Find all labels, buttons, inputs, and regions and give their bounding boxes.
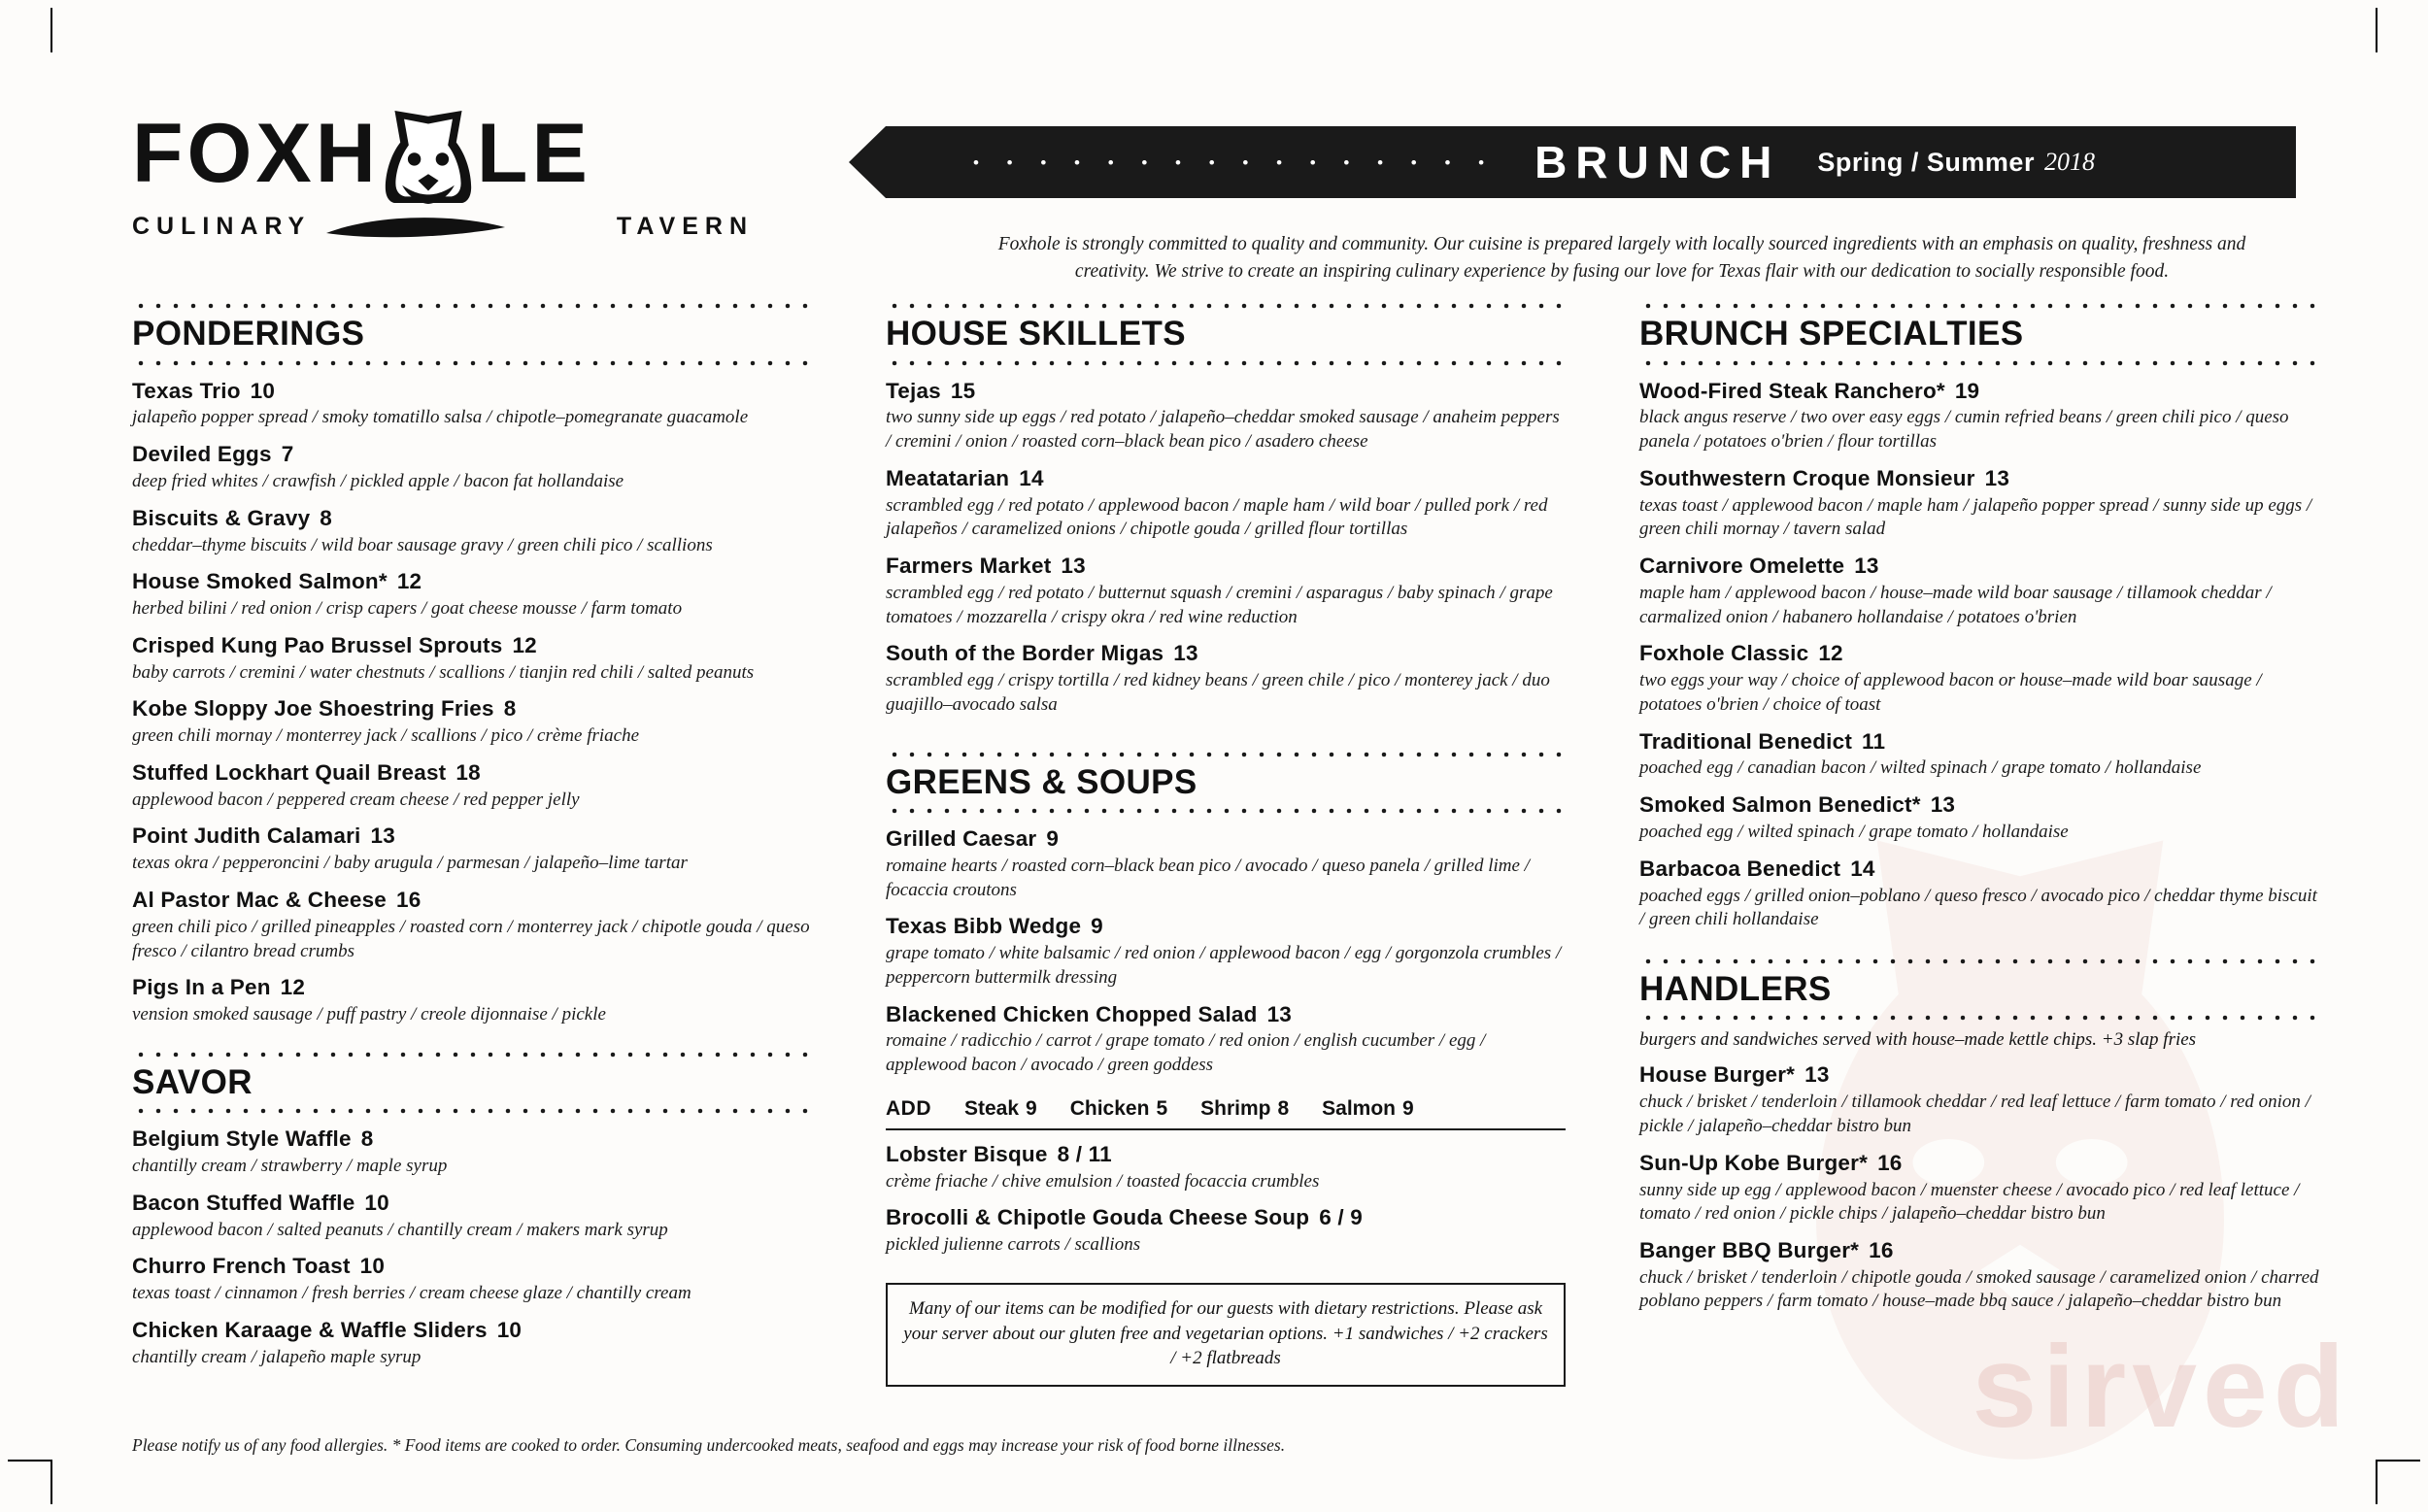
divider-dots [886, 751, 1566, 758]
menu-item-name [886, 466, 1566, 491]
menu-item-desc: two eggs your way / choice of applewood bacon or house–made wild boar sausage / potatoes o'brien / choice of toast [1639, 670, 2262, 715]
item-price: 16 [1869, 1237, 1894, 1262]
crop-mark [2376, 1460, 2420, 1462]
divider-dots [132, 359, 812, 367]
divider-dots [886, 807, 1566, 815]
section-title-ponderings: PONDERINGS [132, 315, 365, 353]
item-price: 12 [396, 569, 422, 594]
item-label: Blackened Chicken Chopped Salad [886, 1001, 1258, 1026]
menu-item [886, 914, 1566, 990]
menu-item-desc: baby carrots / cremini / water chestnuts / scallions / tianjin red chili / salted peanuts [132, 661, 755, 683]
brand-tagline-right: TAVERN [616, 212, 754, 240]
menu-item [132, 823, 812, 876]
menu-item-desc: romaine hearts / roasted corn–black bean pico / avocado / queso panela / grilled lime / focaccia croutons [886, 855, 1530, 900]
item-price: 8 [320, 505, 332, 530]
item-label: Farmers Market [886, 554, 1052, 578]
item-price: 16 [1877, 1150, 1903, 1175]
menu-item [1639, 729, 2319, 782]
menu-item [886, 466, 1566, 542]
item-label: House Burger* [1639, 1062, 1796, 1088]
menu-item-name [1639, 466, 2319, 491]
menu-item-desc: vension smoked sausage / puff pastry / creole dijonnaise / pickle [132, 1004, 606, 1025]
item-label: Carnivore Omelette [1639, 554, 1845, 578]
menu-item-name [132, 379, 812, 404]
add-option-shrimp[interactable]: Shrimp 8 [1200, 1096, 1290, 1120]
menu-item-desc: green chili mornay / monterrey jack / scallions / pico / crème friache [132, 725, 640, 747]
item-label: House Smoked Salmon* [132, 569, 388, 594]
menu-item-name [132, 633, 812, 658]
fox-head-icon [382, 111, 475, 204]
menu-item-desc: poached egg / canadian bacon / wilted spinach / grape tomato / hollandaise [1639, 757, 2202, 779]
crop-mark [8, 1460, 52, 1462]
handlers-note: burgers and sandwiches served with house–made kettle chips. +3 slap fries [1639, 1029, 2197, 1051]
item-price: 18 [455, 759, 481, 785]
item-label: Point Judith Calamari [132, 823, 361, 849]
menu-item-desc: chantilly cream / strawberry / maple syrup [132, 1156, 448, 1177]
item-price: 8 [503, 696, 517, 722]
item-price: 13 [1854, 554, 1879, 578]
menu-item-desc: deep fried whites / crawfish / pickled apple / bacon fat hollandaise [132, 470, 624, 491]
menu-item-name [886, 1205, 1566, 1230]
menu-item-name [886, 914, 1566, 939]
brunch-banner [886, 126, 2296, 198]
menu-item-name [886, 641, 1566, 666]
item-price: 8 [360, 1126, 374, 1152]
item-label: Pigs In a Pen [132, 975, 271, 1000]
divider-dots [1639, 302, 2319, 310]
menu-item [886, 1205, 1566, 1258]
menu-item [886, 826, 1566, 902]
menu-item [886, 1002, 1566, 1078]
crop-mark [51, 1460, 52, 1504]
watermark-label: sirved [1972, 1322, 2350, 1452]
menu-item-name [132, 1318, 812, 1343]
item-label: Crisped Kung Pao Brussel Sprouts [132, 632, 503, 657]
item-price: 13 [1173, 641, 1198, 666]
divider-dots [132, 302, 812, 310]
feather-icon [319, 212, 609, 241]
section-title-greens-soups: GREENS & SOUPS [886, 762, 1197, 801]
menu-item-name [886, 1142, 1566, 1167]
section-title-brunch-specialties: BRUNCH SPECIALTIES [1639, 315, 2024, 353]
banner-title: BRUNCH [1534, 137, 1781, 187]
add-label: ADD [886, 1096, 931, 1120]
menu-item [132, 506, 812, 558]
item-label: Brocolli & Chipotle Gouda Cheese Soup [886, 1205, 1310, 1230]
menu-item-name [132, 569, 812, 594]
menu-item-desc: green chili pico / grilled pineapples / roasted corn / monterrey jack / chipotle gouda / queso fresco / cilantro bread crumbs [132, 916, 810, 961]
menu-item-desc: scrambled egg / crispy tortilla / red kidney beans / green chile / pico / monterey jack / duo guajillo–avocado salsa [886, 670, 1550, 715]
item-label: Smoked Salmon Benedict* [1639, 792, 1921, 818]
brand-name-pre: FOXH [132, 107, 380, 200]
item-price: 19 [1954, 378, 1980, 403]
menu-item-desc: cheddar–thyme biscuits / wild boar sausage gravy / green chili pico / scallions [132, 534, 713, 555]
menu-item-desc: poached eggs / grilled onion–poblano / queso fresco / avocado pico / cheddar thyme biscuit / green chili hollandaise [1639, 885, 2317, 930]
menu-item-name [1639, 1062, 2319, 1088]
item-label: Foxhole Classic [1639, 641, 1809, 666]
menu-item-name [886, 1002, 1566, 1027]
item-price: 14 [1850, 856, 1875, 881]
menu-item [1639, 641, 2319, 717]
menu-item [132, 975, 812, 1027]
crop-mark [51, 8, 52, 52]
item-label: Texas Trio [132, 378, 241, 403]
menu-item [132, 1126, 812, 1179]
menu-item-name [132, 442, 812, 467]
divider-dots [886, 359, 1566, 367]
menu-item-desc: jalapeño popper spread / smoky tomatillo salsa / chipotle–pomegranate guacamole [132, 407, 749, 428]
menu-item-desc: grape tomato / white balsamic / red onion / applewood bacon / egg / gorgonzola crumbles / peppercorn buttermilk dressing [886, 943, 1562, 988]
menu-item [132, 760, 812, 813]
menu-item [132, 1254, 812, 1306]
add-option-chicken[interactable]: Chicken 5 [1069, 1096, 1168, 1120]
menu-item-name [132, 506, 812, 531]
brand-tagline-left: CULINARY [132, 212, 312, 240]
item-label: Tejas [886, 378, 941, 403]
menu-item-name [1639, 729, 2319, 755]
menu-item-desc: texas toast / applewood bacon / maple ham / jalapeño popper spread / sunny side up eggs / green chili mornay / tavern salad [1639, 494, 2312, 540]
divider-dots [1639, 1014, 2319, 1022]
menu-item [1639, 857, 2319, 932]
brand-logo [132, 107, 754, 241]
menu-item [132, 442, 812, 494]
item-label: Lobster Bisque [886, 1141, 1048, 1166]
menu-item [132, 1191, 812, 1243]
section-title-house-skillets: HOUSE SKILLETS [886, 315, 1186, 353]
banner-year: 2018 [2043, 148, 2095, 176]
menu-item-desc: applewood bacon / peppered cream cheese / red pepper jelly [132, 789, 580, 810]
add-option-steak[interactable]: Steak 9 [964, 1096, 1037, 1120]
menu-item-desc: sunny side up egg / applewood bacon / muenster cheese / avocado pico / red leaf lettuce / tomato / red onion / pickle chips / jalapeño–cheddar bistro bun [1639, 1179, 2300, 1225]
menu-item [1639, 379, 2319, 454]
item-price: 10 [364, 1190, 389, 1215]
item-price: 13 [1061, 554, 1086, 578]
menu-item-name [1639, 857, 2319, 882]
item-price: 10 [250, 378, 276, 403]
section-title-savor: SAVOR [132, 1062, 253, 1101]
item-price: 15 [950, 378, 976, 403]
menu-item-desc: applewood bacon / salted peanuts / chantilly cream / makers mark syrup [132, 1219, 668, 1240]
menu-item-name [886, 826, 1566, 852]
item-label: Al Pastor Mac & Cheese [132, 888, 387, 912]
dietary-note-box: Many of our items can be modified for our guests with dietary restrictions. Please ask your server about our gluten free and vegetarian options. +1 sandwiches / +2 crackers / +2 flatbreads [886, 1283, 1566, 1387]
add-protein-row [886, 1097, 1566, 1130]
menu-item [132, 379, 812, 431]
crop-mark [2376, 8, 2377, 52]
item-label: Southwestern Croque Monsieur [1639, 465, 1975, 490]
item-label: Kobe Sloppy Joe Shoestring Fries [132, 696, 494, 722]
column-right [1639, 296, 2319, 1314]
menu-item [1639, 1151, 2319, 1226]
menu-item-desc: two sunny side up eggs / red potato / jalapeño–cheddar smoked sausage / anaheim peppers / cremini / onion / roasted corn–black bean pico / asadero cheese [886, 407, 1560, 453]
item-price: 11 [1862, 728, 1886, 754]
item-price: 9 [1091, 914, 1103, 939]
item-label: Belgium Style Waffle [132, 1126, 352, 1152]
menu-item [1639, 554, 2319, 629]
item-price: 8 / 11 [1057, 1141, 1112, 1166]
allergy-footer: Please notify us of any food allergies. * Food items are cooked to order. Consuming undercooked meats, seafood and eggs may increase your risk of food borne illnesses. [132, 1435, 1286, 1455]
item-label: Barbacoa Benedict [1639, 856, 1841, 881]
item-price: 13 [1804, 1062, 1830, 1088]
menu-item [1639, 792, 2319, 845]
banner-notch [849, 126, 886, 198]
menu-item [132, 888, 812, 963]
menu-item [886, 554, 1566, 629]
menu-item [886, 1142, 1566, 1194]
brand-tagline [132, 212, 754, 241]
menu-item [132, 633, 812, 686]
divider-dots [132, 1107, 812, 1115]
brand-name [132, 107, 754, 200]
item-price: 7 [281, 442, 294, 467]
menu-item-desc: pickled julienne carrots / scallions [886, 1234, 1141, 1256]
menu-item-name [886, 554, 1566, 579]
menu-item-name [132, 1191, 812, 1216]
menu-item [132, 696, 812, 749]
item-price: 16 [396, 888, 422, 912]
section-title-handlers: HANDLERS [1639, 969, 1832, 1008]
menu-item-name [132, 823, 812, 849]
item-label: Chicken Karaage & Waffle Sliders [132, 1318, 488, 1342]
item-price: 13 [1984, 465, 2010, 490]
item-price: 10 [496, 1318, 523, 1342]
menu-item [886, 379, 1566, 454]
menu-item-name [1639, 792, 2319, 818]
menu-item [1639, 1238, 2319, 1314]
menu-item [132, 1318, 812, 1370]
menu-item-name [132, 1126, 812, 1152]
menu-item-name [886, 379, 1566, 404]
menu-item-desc: chantilly cream / jalapeño maple syrup [132, 1346, 422, 1367]
item-label: Biscuits & Gravy [132, 505, 311, 530]
menu-item-name [1639, 1151, 2319, 1176]
menu-item-desc: chuck / brisket / tenderloin / tillamook cheddar / red leaf lettuce / farm tomato / red onion / pickle / jalapeño–cheddar bistro bun [1639, 1092, 2310, 1136]
add-option-salmon[interactable]: Salmon 9 [1322, 1096, 1414, 1120]
item-label: Grilled Caesar [886, 826, 1037, 851]
menu-item-desc: crème friache / chive emulsion / toasted focaccia crumbles [886, 1170, 1320, 1192]
menu-item-desc: scrambled egg / red potato / applewood bacon / maple ham / wild boar / pulled pork / red jalapeños / caramelized onions / chipotle gouda / grilled flour tortillas [886, 494, 1548, 540]
divider-dots [132, 1051, 812, 1058]
item-price: 12 [512, 632, 537, 657]
item-price: 6 / 9 [1319, 1205, 1363, 1230]
item-label: Banger BBQ Burger* [1639, 1237, 1860, 1262]
menu-item-name [132, 760, 812, 786]
item-price: 12 [1818, 641, 1843, 666]
column-center [886, 296, 1566, 1387]
menu-item-desc: texas okra / pepperoncini / baby arugula / parmesan / jalapeño–lime tartar [132, 853, 688, 874]
item-price: 13 [1930, 792, 1956, 818]
menu-item-name [132, 1254, 812, 1279]
item-label: Churro French Toast [132, 1254, 351, 1279]
menu-item-name [1639, 379, 2319, 404]
item-price: 13 [370, 823, 395, 849]
item-label: Bacon Stuffed Waffle [132, 1190, 355, 1215]
menu-item-desc: romaine / radicchio / carrot / grape tomato / red onion / english cucumber / egg / applewood bacon / avocado / green goddess [886, 1030, 1486, 1076]
menu-item-name [132, 975, 812, 1000]
menu-item-desc: scrambled egg / red potato / butternut squash / cremini / asparagus / baby spinach / grape tomatoes / mozzarella / crispy okra / red wine reduction [886, 582, 1553, 627]
item-price: 12 [280, 975, 306, 1000]
menu-item-name [1639, 1238, 2319, 1263]
banner-season: Spring / Summer [1817, 147, 2035, 177]
item-label: Stuffed Lockhart Quail Breast [132, 759, 447, 785]
menu-item-name [1639, 554, 2319, 579]
item-price: 10 [359, 1254, 386, 1279]
menu-item-name [1639, 641, 2319, 666]
divider-dots [1639, 359, 2319, 367]
intro-paragraph: Foxhole is strongly committed to quality and community. Our cuisine is prepared largely with locally sourced ingredients with an emphasis on quality, freshness and creativity. We strive to create an inspiring culinary experience by fusing our love for Texas flair with our dedication to socially responsible food. [997, 234, 2246, 283]
item-label: Traditional Benedict [1639, 728, 1853, 754]
divider-dots [886, 302, 1566, 310]
banner-dots: • • • • • • • • • • • • • • • • [973, 152, 1497, 172]
menu-item-desc: texas toast / cinnamon / fresh berries / cream cheese glaze / chantilly cream [132, 1283, 691, 1304]
menu-item-desc: herbed bilini / red onion / crisp capers / goat cheese mousse / farm tomato [132, 598, 683, 620]
item-label: South of the Border Migas [886, 641, 1164, 666]
column-left [132, 296, 812, 1370]
menu-item [1639, 1062, 2319, 1138]
menu-item [132, 569, 812, 622]
divider-dots [1639, 958, 2319, 965]
crop-mark [2376, 1460, 2377, 1504]
menu-item-desc: black angus reserve / two over easy eggs / cumin refried beans / green chili pico / queso panela / potatoes o'brien / flour tortillas [1639, 407, 2289, 453]
item-price: 13 [1266, 1001, 1292, 1026]
menu-item [1639, 466, 2319, 542]
item-label: Deviled Eggs [132, 442, 272, 467]
menu-item-name [132, 888, 812, 913]
menu-item [886, 641, 1566, 717]
brand-name-post: LE [476, 107, 591, 200]
menu-item-desc: maple ham / applewood bacon / house–made wild boar sausage / tillamook cheddar / carmalized onion / habanero hollandaise / potatoes o'brien [1639, 582, 2272, 627]
item-label: Texas Bibb Wedge [886, 914, 1082, 939]
menu-item-desc: poached egg / wilted spinach / grape tomato / hollandaise [1639, 821, 2069, 842]
item-label: Wood-Fired Steak Ranchero* [1639, 378, 1945, 403]
menu-item-desc: chuck / brisket / tenderloin / chipotle gouda / smoked sausage / caramelized onion / charred poblano peppers / farm tomato / house–made bbq sauce / jalapeño–cheddar bistro bun [1639, 1266, 2319, 1312]
item-price: 9 [1046, 826, 1060, 851]
item-label: Sun-Up Kobe Burger* [1639, 1150, 1869, 1175]
menu-item-name [132, 696, 812, 722]
item-price: 14 [1019, 465, 1044, 490]
item-label: Meatatarian [886, 465, 1010, 490]
